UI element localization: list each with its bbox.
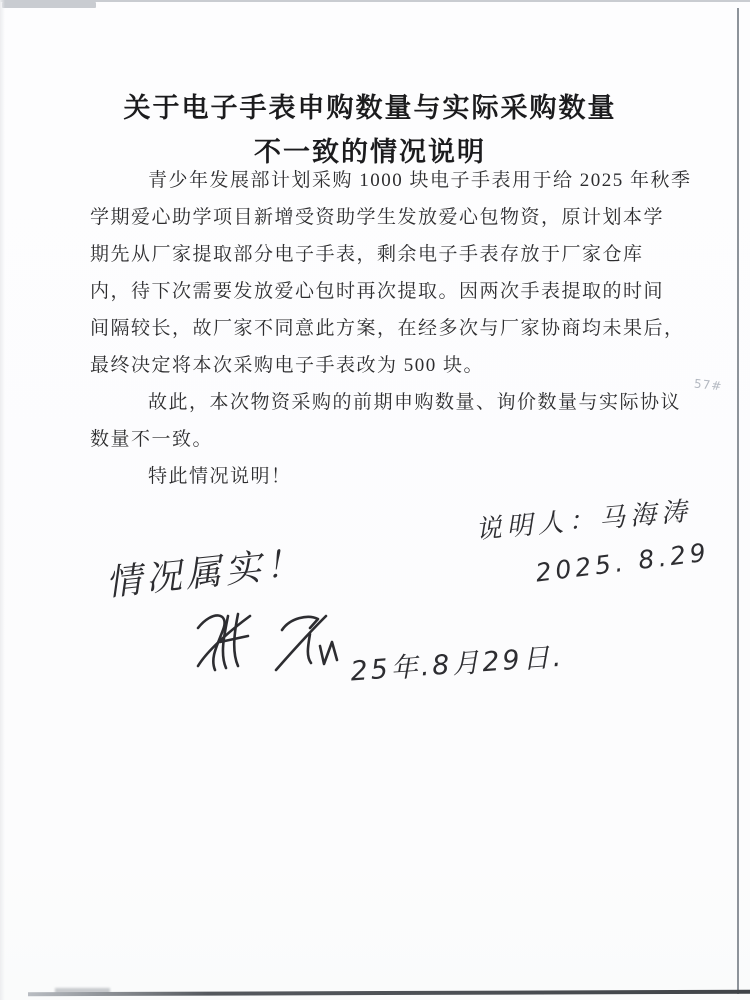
page-title <box>0 86 740 174</box>
body-line: 学期爱心助学项目新增受资助学生发放爱心包物资，原计划本学 <box>90 207 665 228</box>
signature-scribble <box>190 606 350 691</box>
handwritten-declare-date: 2025. 8.29 <box>533 537 712 588</box>
body-line: 内，待下次需要发放爱心包时再次提取。因两次手表提取的时间 <box>90 281 665 302</box>
scan-corner-mark <box>2 2 96 8</box>
body-line: 间隔较长，故厂家不同意此方案，在经多次与厂家协商均未果后， <box>90 318 685 339</box>
scan-edge-bottom <box>28 990 750 997</box>
body-line: 期先从厂家提取部分电子手表，剩余电子手表存放于厂家仓库 <box>90 244 644 265</box>
handwritten-review-note: 情况属实！ <box>103 542 307 605</box>
handwritten-declarer-line: 说明人：马海涛 <box>474 496 694 546</box>
handwritten-review-date: 25年.8月29日. <box>349 641 566 688</box>
body-line: 特此情况说明！ <box>148 466 292 487</box>
body-line: 最终决定将本次采购电子手表改为 500 块。 <box>90 355 485 376</box>
scan-edge-top <box>0 0 750 2</box>
body-line: 青少年发展部计划采购 1000 块电子手表用于给 2025 年秋季 <box>148 170 692 191</box>
document-body <box>90 162 692 495</box>
body-line: 数量不一致。 <box>90 429 214 450</box>
title-line-2: 不一致的情况说明 <box>254 137 486 167</box>
body-line: 故此，本次物资采购的前期申购数量、询价数量与实际协议 <box>148 392 682 413</box>
title-line-1: 关于电子手表申购数量与实际采购数量 <box>123 93 617 123</box>
margin-annotation: 57# <box>693 376 723 394</box>
